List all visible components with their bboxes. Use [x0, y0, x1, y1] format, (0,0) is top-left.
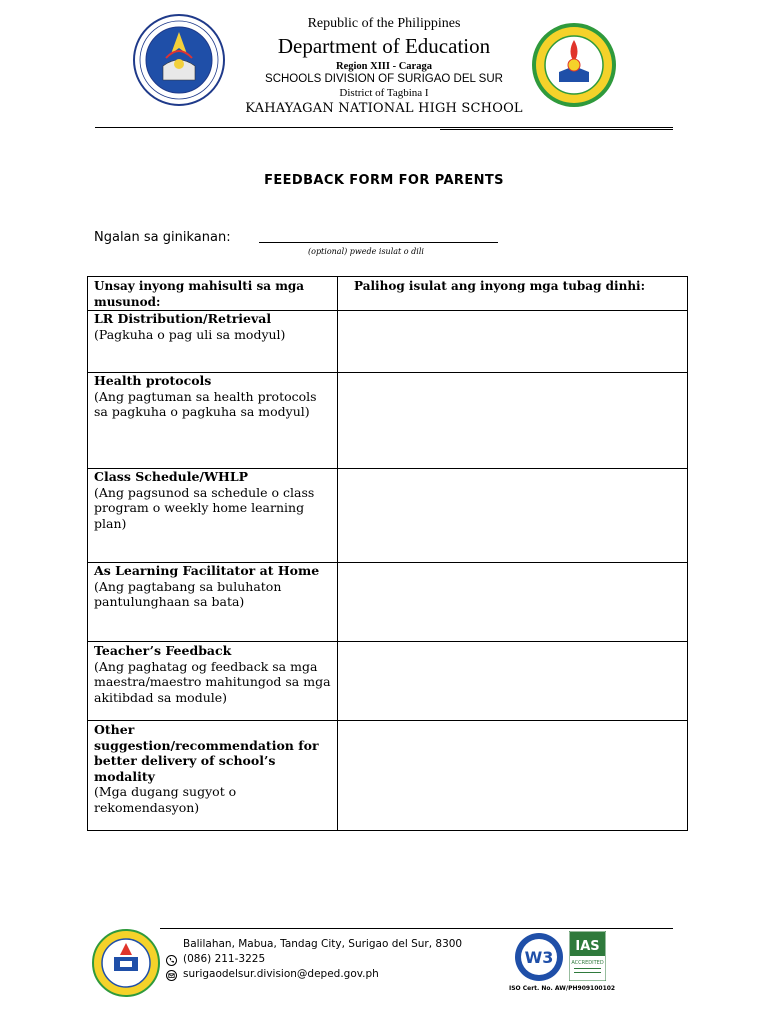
- question-description: (Mga dugang sugyot o rekomendasyon): [94, 784, 237, 815]
- question-cell: [88, 563, 338, 642]
- question-description: (Ang pagsunod sa schedule o class program o weekly home learning plan): [94, 484, 315, 531]
- footer-divider: [160, 928, 673, 929]
- question-description: (Ang pagtuman sa health protocols sa pagkuha o pagkuha sa modyul): [94, 388, 317, 419]
- school-heading: KAHAYAGAN NATIONAL HIGH SCHOOL: [245, 101, 523, 116]
- question-title: As Learning Facilitator at Home: [94, 563, 320, 578]
- ias-accreditation-logo: [569, 931, 606, 981]
- question-title: Class Schedule/WHLP: [94, 469, 249, 484]
- feedback-table: [87, 276, 688, 831]
- parent-name-label: Ngalan sa ginikanan:: [94, 230, 231, 245]
- question-title: LR Distribution/Retrieval: [94, 311, 272, 326]
- question-description: (Pagkuha o pag uli sa modyul): [94, 326, 286, 342]
- footer-email[interactable]: surigaodelsur.division@deped.gov.ph: [183, 968, 379, 980]
- ias-accredited-text: ACCREDITED: [571, 960, 604, 966]
- email-icon: [166, 970, 177, 981]
- question-cell: [88, 721, 338, 831]
- footer-phone: (086) 211-3225: [183, 953, 266, 965]
- region-heading: Region XIII - Caraga: [336, 61, 432, 72]
- answer-cell[interactable]: [338, 373, 688, 469]
- table-row: [88, 563, 688, 642]
- district-heading: District of Tagbina I: [339, 87, 429, 99]
- question-cell: [88, 469, 338, 563]
- header-divider-secondary: [440, 129, 673, 130]
- answer-cell[interactable]: [338, 469, 688, 563]
- answer-cell[interactable]: [338, 311, 688, 373]
- table-row: [88, 642, 688, 721]
- phone-icon: [166, 955, 177, 966]
- question-title: Health protocols: [94, 373, 212, 388]
- question-title: Other suggestion/recommendation for better delivery of school’s modality: [94, 722, 319, 784]
- form-title: FEEDBACK FORM FOR PARENTS: [264, 173, 504, 188]
- department-heading: Department of Education: [277, 34, 491, 58]
- question-description: (Ang paghatag og feedback sa mga maestra/maestro mahitungod sa mga akitibdad sa module): [94, 658, 331, 705]
- question-cell: [88, 373, 338, 469]
- table-header-row: [88, 277, 688, 311]
- question-cell: [88, 311, 338, 373]
- question-description: (Ang pagtabang sa buluhaton pantulunghaan sa bata): [94, 578, 282, 609]
- w3-certification-logo: [509, 932, 569, 982]
- table-row: [88, 373, 688, 469]
- answer-column-header: Palihog isulat ang inyong mga tubag dinhi:: [338, 277, 688, 311]
- republic-heading: Republic of the Philippines: [307, 16, 461, 31]
- answer-cell[interactable]: [338, 642, 688, 721]
- footer-address: Balilahan, Mabua, Tandag City, Surigao del Sur, 8300: [183, 938, 463, 950]
- optional-note: (optional) pwede isulat o dili: [308, 247, 424, 256]
- table-row: [88, 311, 688, 373]
- table-row: [88, 469, 688, 563]
- question-column-header: Unsay inyong mahisulti sa mga musunod:: [88, 277, 338, 311]
- question-title: Teacher’s Feedback: [94, 643, 232, 658]
- answer-cell[interactable]: [338, 721, 688, 831]
- table-row: [88, 721, 688, 831]
- question-cell: [88, 642, 338, 721]
- iso-certificate-number: ISO Cert. No. AW/PH909100102: [509, 985, 616, 992]
- answer-cell[interactable]: [338, 563, 688, 642]
- division-heading: SCHOOLS DIVISION OF SURIGAO DEL SUR: [265, 73, 503, 85]
- division-seal-logo: [92, 929, 160, 997]
- w3-logo-text: W3: [524, 948, 554, 967]
- header-divider: [95, 127, 673, 128]
- ias-logo-text: IAS: [575, 939, 600, 954]
- parent-name-field[interactable]: [259, 242, 498, 243]
